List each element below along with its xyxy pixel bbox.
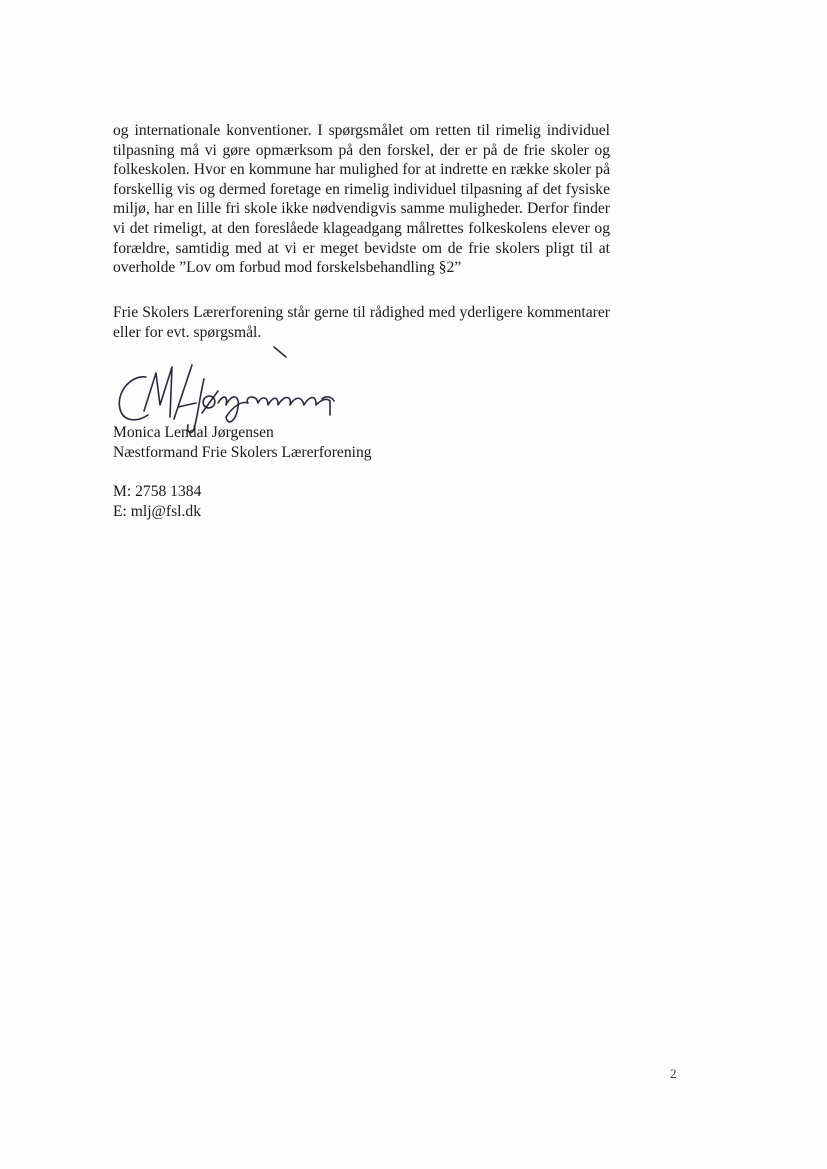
closing-paragraph: Frie Skolers Lærerforening står gerne til rådighed med yderligere kommentarer eller for evt. spørgsmål. — [113, 304, 610, 341]
signer-title: Næstformand Frie Skolers Lærerforening — [113, 444, 372, 461]
page-number: 2 — [670, 1066, 677, 1081]
contact-email: E: mlj@fsl.dk — [113, 503, 201, 520]
contact-phone: M: 2758 1384 — [113, 483, 202, 500]
body-paragraph: og internationale konventioner. I spørgsmålet om retten til rimelig individuel tilpasning må vi gøre opmærksom på den forskel, der er på de frie skoler og folkeskolen. Hvor en kommune har mulighed for at indrette en række skoler på forskellig vis og dermed foretage en rimelig individuel tilpasning af det fysiske miljø, har en lille fri skole ikke nødvendigvis samme muligheder. Derfor finder vi det rimeligt, at den foreslåede klageadgang målrettes folkeskolens elever og forældre, samtidig med at vi er meget bevidste om de frie skolers pligt til at overholde ”Lov om forbud mod forskelsbehandling §2” — [113, 122, 610, 277]
signer-name: Monica Lendal Jørgensen — [113, 424, 274, 441]
handwritten-signature — [108, 345, 348, 435]
